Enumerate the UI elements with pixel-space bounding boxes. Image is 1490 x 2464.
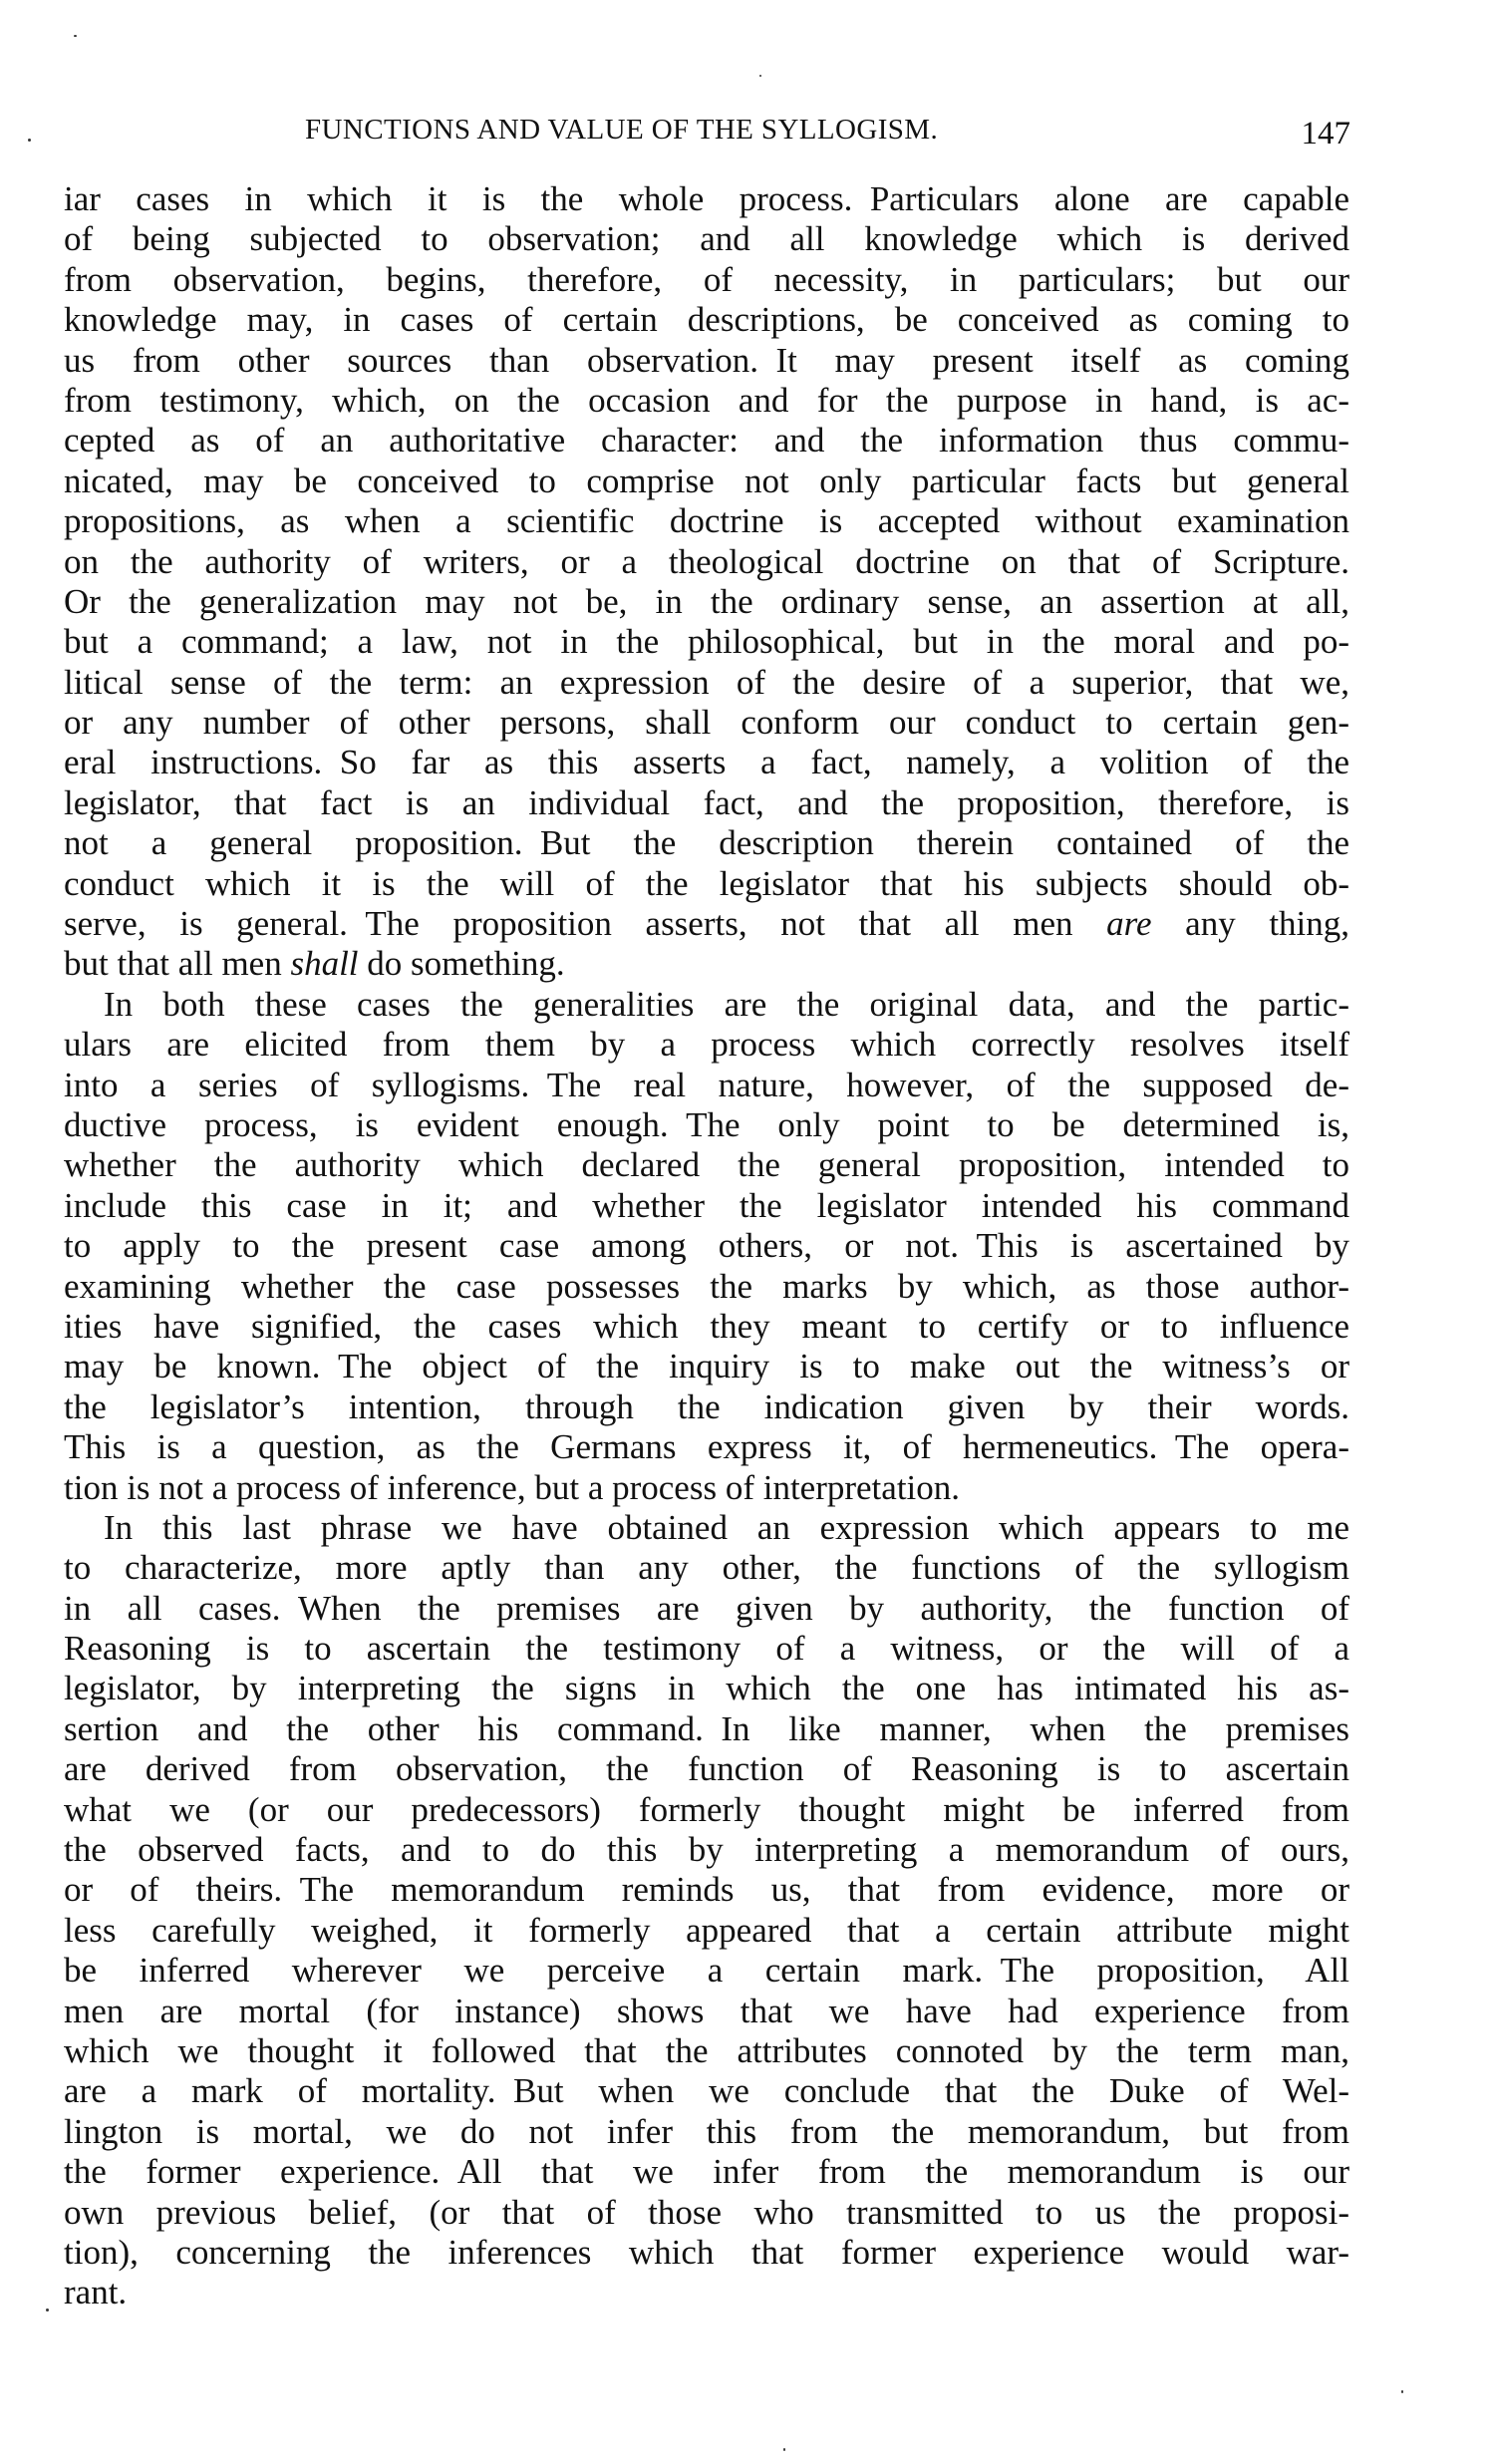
text-line: ductive process, is evident enough. The only point to be determined is, (64, 1104, 1349, 1144)
text-line: iar cases in which it is the whole process. Particulars alone are capable (64, 179, 1349, 218)
text-line: less carefully weighed, it formerly appeared that a certain attribute might (64, 1910, 1349, 1950)
text-line: include this case in it; and whether the legislator intended his command (64, 1185, 1349, 1225)
text-line: conduct which it is the will of the legislator that his subjects should ob- (64, 863, 1349, 903)
text-line: tion), concerning the inferences which that former experience would war- (64, 2232, 1349, 2272)
emphasis: are (1106, 904, 1152, 944)
text-line: from observation, begins, therefore, of necessity, in particulars; but our (64, 259, 1349, 299)
text-line: eral instructions. So far as this asserts a fact, namely, a volition of the (64, 743, 1349, 782)
scan-speck (1401, 2390, 1403, 2393)
text-line: sertion and the other his command. In like manner, when the premises (64, 1708, 1349, 1748)
paragraph (64, 1508, 1349, 2313)
text-line: ities have signified, the cases which they meant to certify or to influence (64, 1306, 1349, 1346)
text-line: tion is not a process of inference, but a process of interpretation. (64, 1467, 961, 1507)
text-line: be inferred wherever we perceive a certain mark. The proposition, All (64, 1951, 1349, 1991)
text-line: to characterize, more aptly than any other, the functions of the syllogism (64, 1548, 1349, 1588)
paragraph (64, 179, 1349, 985)
text-line: into a series of syllogisms. The real nature, however, of the supposed de- (64, 1065, 1349, 1104)
scan-speck (28, 139, 31, 142)
text-line: but a command; a law, not in the philosophical, but in the moral and po- (64, 622, 1349, 662)
text-line: which we thought it followed that the attributes connoted by the term man, (64, 2030, 1349, 2070)
scan-speck (74, 35, 77, 37)
text-line: In both these cases the generalities are the original data, and the partic- (104, 984, 1349, 1024)
text-line: legislator, that fact is an individual fact, and the proposition, therefore, is (64, 782, 1349, 822)
text-line: men are mortal (for instance) shows that we have had experience from (64, 1991, 1349, 2030)
text-line: are a mark of mortality. But when we conclude that the Duke of Wel- (64, 2071, 1349, 2111)
text-line: In this last phrase we have obtained an expression which appears to me (104, 1507, 1349, 1547)
text-line: lington is mortal, we do not infer this from the memorandum, but from (64, 2111, 1349, 2151)
emphasis: shall (290, 944, 359, 984)
text-line: of being subjected to observation; and all knowledge which is derived (64, 219, 1349, 259)
running-title: FUNCTIONS AND VALUE OF THE SYLLOGISM. (305, 114, 939, 146)
text-line: not a general proposition. But the description therein contained of the (64, 823, 1349, 863)
text-line: from testimony, which, on the occasion and for the purpose in hand, is ac- (64, 380, 1349, 420)
text-line: the legislator’s intention, through the indication given by their words. (64, 1386, 1349, 1426)
text-line: or of theirs. The memorandum reminds us, that from evidence, more or (64, 1870, 1349, 1910)
text-line: rant. (64, 2273, 128, 2312)
body-text (64, 179, 1349, 2313)
scan-speck (783, 2448, 785, 2451)
scan-speck (759, 75, 761, 77)
text-line: may be known. The object of the inquiry is to make out the witness’s or (64, 1347, 1349, 1386)
text-line: the observed facts, and to do this by interpreting a memorandum of ours, (64, 1830, 1349, 1870)
text-line: whether the authority which declared the general proposition, intended to (64, 1145, 1349, 1185)
text-line: propositions, as when a scientific doctrine is accepted without examination (64, 501, 1349, 541)
scan-speck (46, 2309, 49, 2311)
text-line: legislator, by interpreting the signs in which the one has intimated his as- (64, 1669, 1349, 1708)
text-line: nicated, may be conceived to comprise not only particular facts but general (64, 461, 1349, 500)
text-line: the former experience. All that we infer from the memorandum is our (64, 2152, 1349, 2192)
text-line: examining whether the case possesses the marks by which, as those author- (64, 1266, 1349, 1306)
text-line: ulars are elicited from them by a process which correctly resolves itself (64, 1025, 1349, 1065)
text-line: knowledge may, in cases of certain descriptions, be conceived as coming to (64, 300, 1349, 340)
text-line: to apply to the present case among others, or not. This is ascertained by (64, 1226, 1349, 1266)
text-line: are derived from observation, the function of Reasoning is to ascertain (64, 1749, 1349, 1789)
text-line: serve, is general. The proposition asserts, not that all men are any thing, (64, 904, 1350, 944)
text-line: litical sense of the term: an expression of the desire of a superior, that we, (64, 662, 1349, 702)
text-line: what we (or our predecessors) formerly thought might be inferred from (64, 1789, 1349, 1829)
paragraph (64, 985, 1349, 1508)
text-line: but that all men shall do something. (64, 944, 565, 984)
text-line: us from other sources than observation. It may present itself as coming (64, 340, 1349, 380)
text-line: cepted as of an authoritative character: and the information thus commu- (64, 421, 1349, 461)
text-line: own previous belief, (or that of those who transmitted to us the proposi- (64, 2192, 1349, 2232)
text-line: Reasoning is to ascertain the testimony of a witness, or the will of a (64, 1629, 1349, 1669)
text-line: or any number of other persons, shall conform our conduct to certain gen- (64, 703, 1349, 743)
text-line: in all cases. When the premises are given by authority, the function of (64, 1588, 1349, 1628)
running-head (0, 112, 1490, 152)
text-line: Or the generalization may not be, in the ordinary sense, an assertion at all, (64, 581, 1349, 621)
text-line: on the authority of writers, or a theological doctrine on that of Scripture. (64, 541, 1349, 581)
text-line: This is a question, as the Germans express it, of hermeneutics. The opera- (64, 1427, 1349, 1467)
page-number: 147 (1301, 116, 1350, 152)
